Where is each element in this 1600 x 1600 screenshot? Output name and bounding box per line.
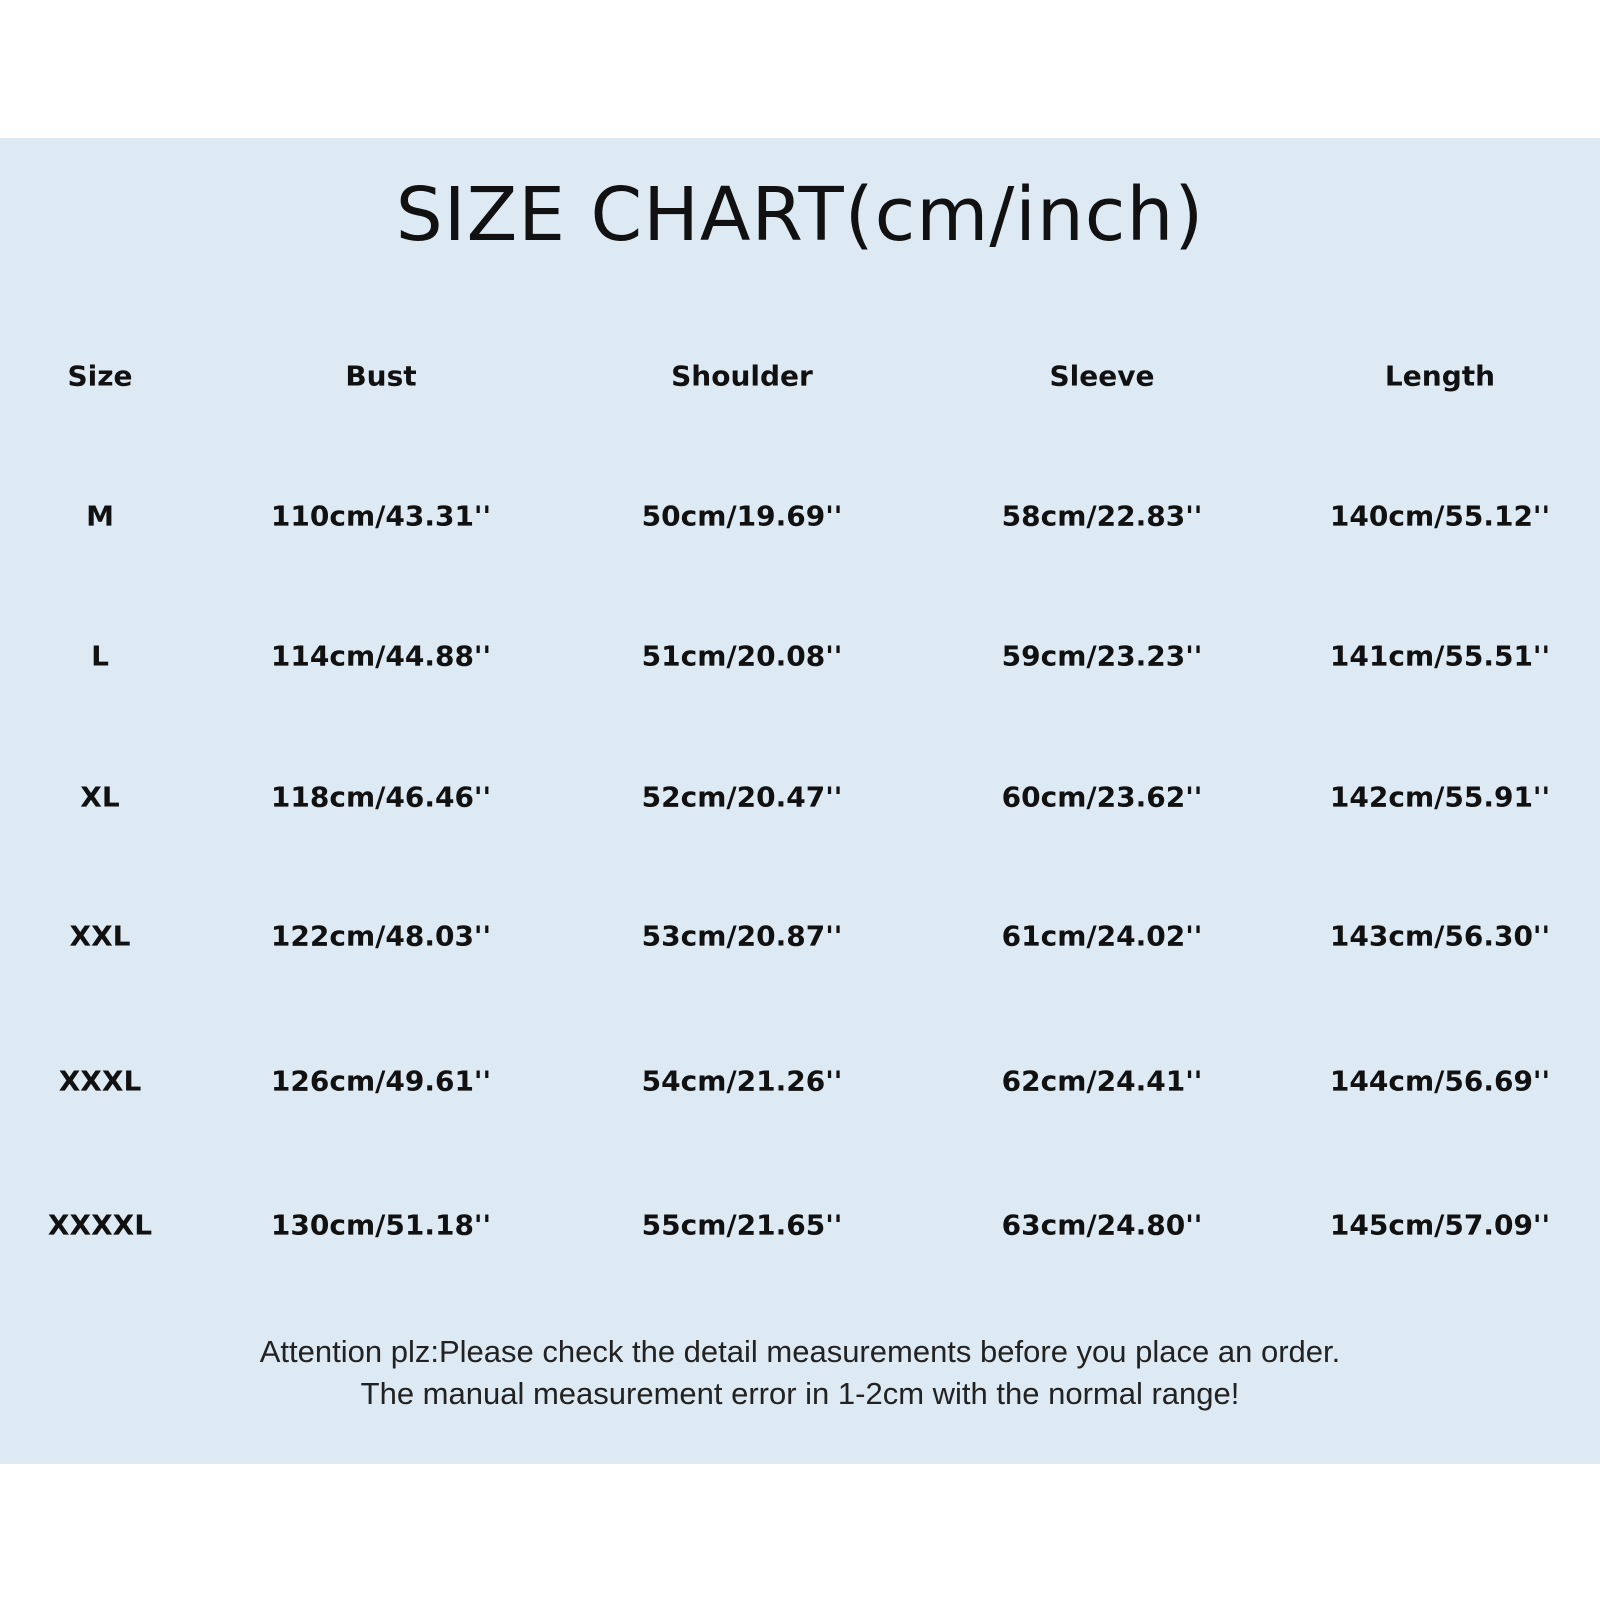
table-cell-length: 144cm/56.69'' <box>1329 1064 1551 1098</box>
table-cell-size: XXL <box>69 919 131 953</box>
table-cell-length: 143cm/56.30'' <box>1329 919 1551 953</box>
table-cell-size: XXXXL <box>47 1208 153 1242</box>
table-cell-bust: 110cm/43.31'' <box>270 499 492 533</box>
column-header-shoulder: Shoulder <box>671 359 813 393</box>
column-header-sleeve: Sleeve <box>1049 359 1155 393</box>
table-cell-shoulder: 51cm/20.08'' <box>641 639 843 673</box>
table-cell-shoulder: 52cm/20.47'' <box>641 780 843 814</box>
table-cell-shoulder: 53cm/20.87'' <box>641 919 843 953</box>
table-cell-shoulder: 50cm/19.69'' <box>641 499 843 533</box>
column-header-length: Length <box>1384 359 1496 393</box>
attention-note: Attention plz:Please check the detail measurements before you place an order. <box>259 1334 1341 1369</box>
page-title: SIZE CHART(cm/inch) <box>395 172 1205 258</box>
column-header-bust: Bust <box>345 359 417 393</box>
table-cell-size: L <box>91 639 109 673</box>
table-cell-length: 142cm/55.91'' <box>1329 780 1551 814</box>
measurement-error-note: The manual measurement error in 1-2cm with the normal range! <box>360 1376 1240 1411</box>
table-cell-sleeve: 60cm/23.62'' <box>1001 780 1203 814</box>
column-header-size: Size <box>67 359 133 393</box>
table-cell-sleeve: 63cm/24.80'' <box>1001 1208 1203 1242</box>
table-cell-sleeve: 61cm/24.02'' <box>1001 919 1203 953</box>
table-cell-size: XL <box>80 780 120 814</box>
size-chart-panel <box>0 138 1600 1464</box>
table-cell-sleeve: 62cm/24.41'' <box>1001 1064 1203 1098</box>
table-cell-shoulder: 55cm/21.65'' <box>641 1208 843 1242</box>
table-cell-sleeve: 58cm/22.83'' <box>1001 499 1203 533</box>
table-cell-bust: 122cm/48.03'' <box>270 919 492 953</box>
table-cell-sleeve: 59cm/23.23'' <box>1001 639 1203 673</box>
table-cell-bust: 118cm/46.46'' <box>270 780 492 814</box>
table-cell-bust: 126cm/49.61'' <box>270 1064 492 1098</box>
table-cell-length: 145cm/57.09'' <box>1329 1208 1551 1242</box>
table-cell-size: XXXL <box>58 1064 142 1098</box>
table-cell-length: 141cm/55.51'' <box>1329 639 1551 673</box>
table-cell-shoulder: 54cm/21.26'' <box>641 1064 843 1098</box>
table-cell-length: 140cm/55.12'' <box>1329 499 1551 533</box>
table-cell-bust: 130cm/51.18'' <box>270 1208 492 1242</box>
table-cell-size: M <box>86 499 114 533</box>
table-cell-bust: 114cm/44.88'' <box>270 639 492 673</box>
